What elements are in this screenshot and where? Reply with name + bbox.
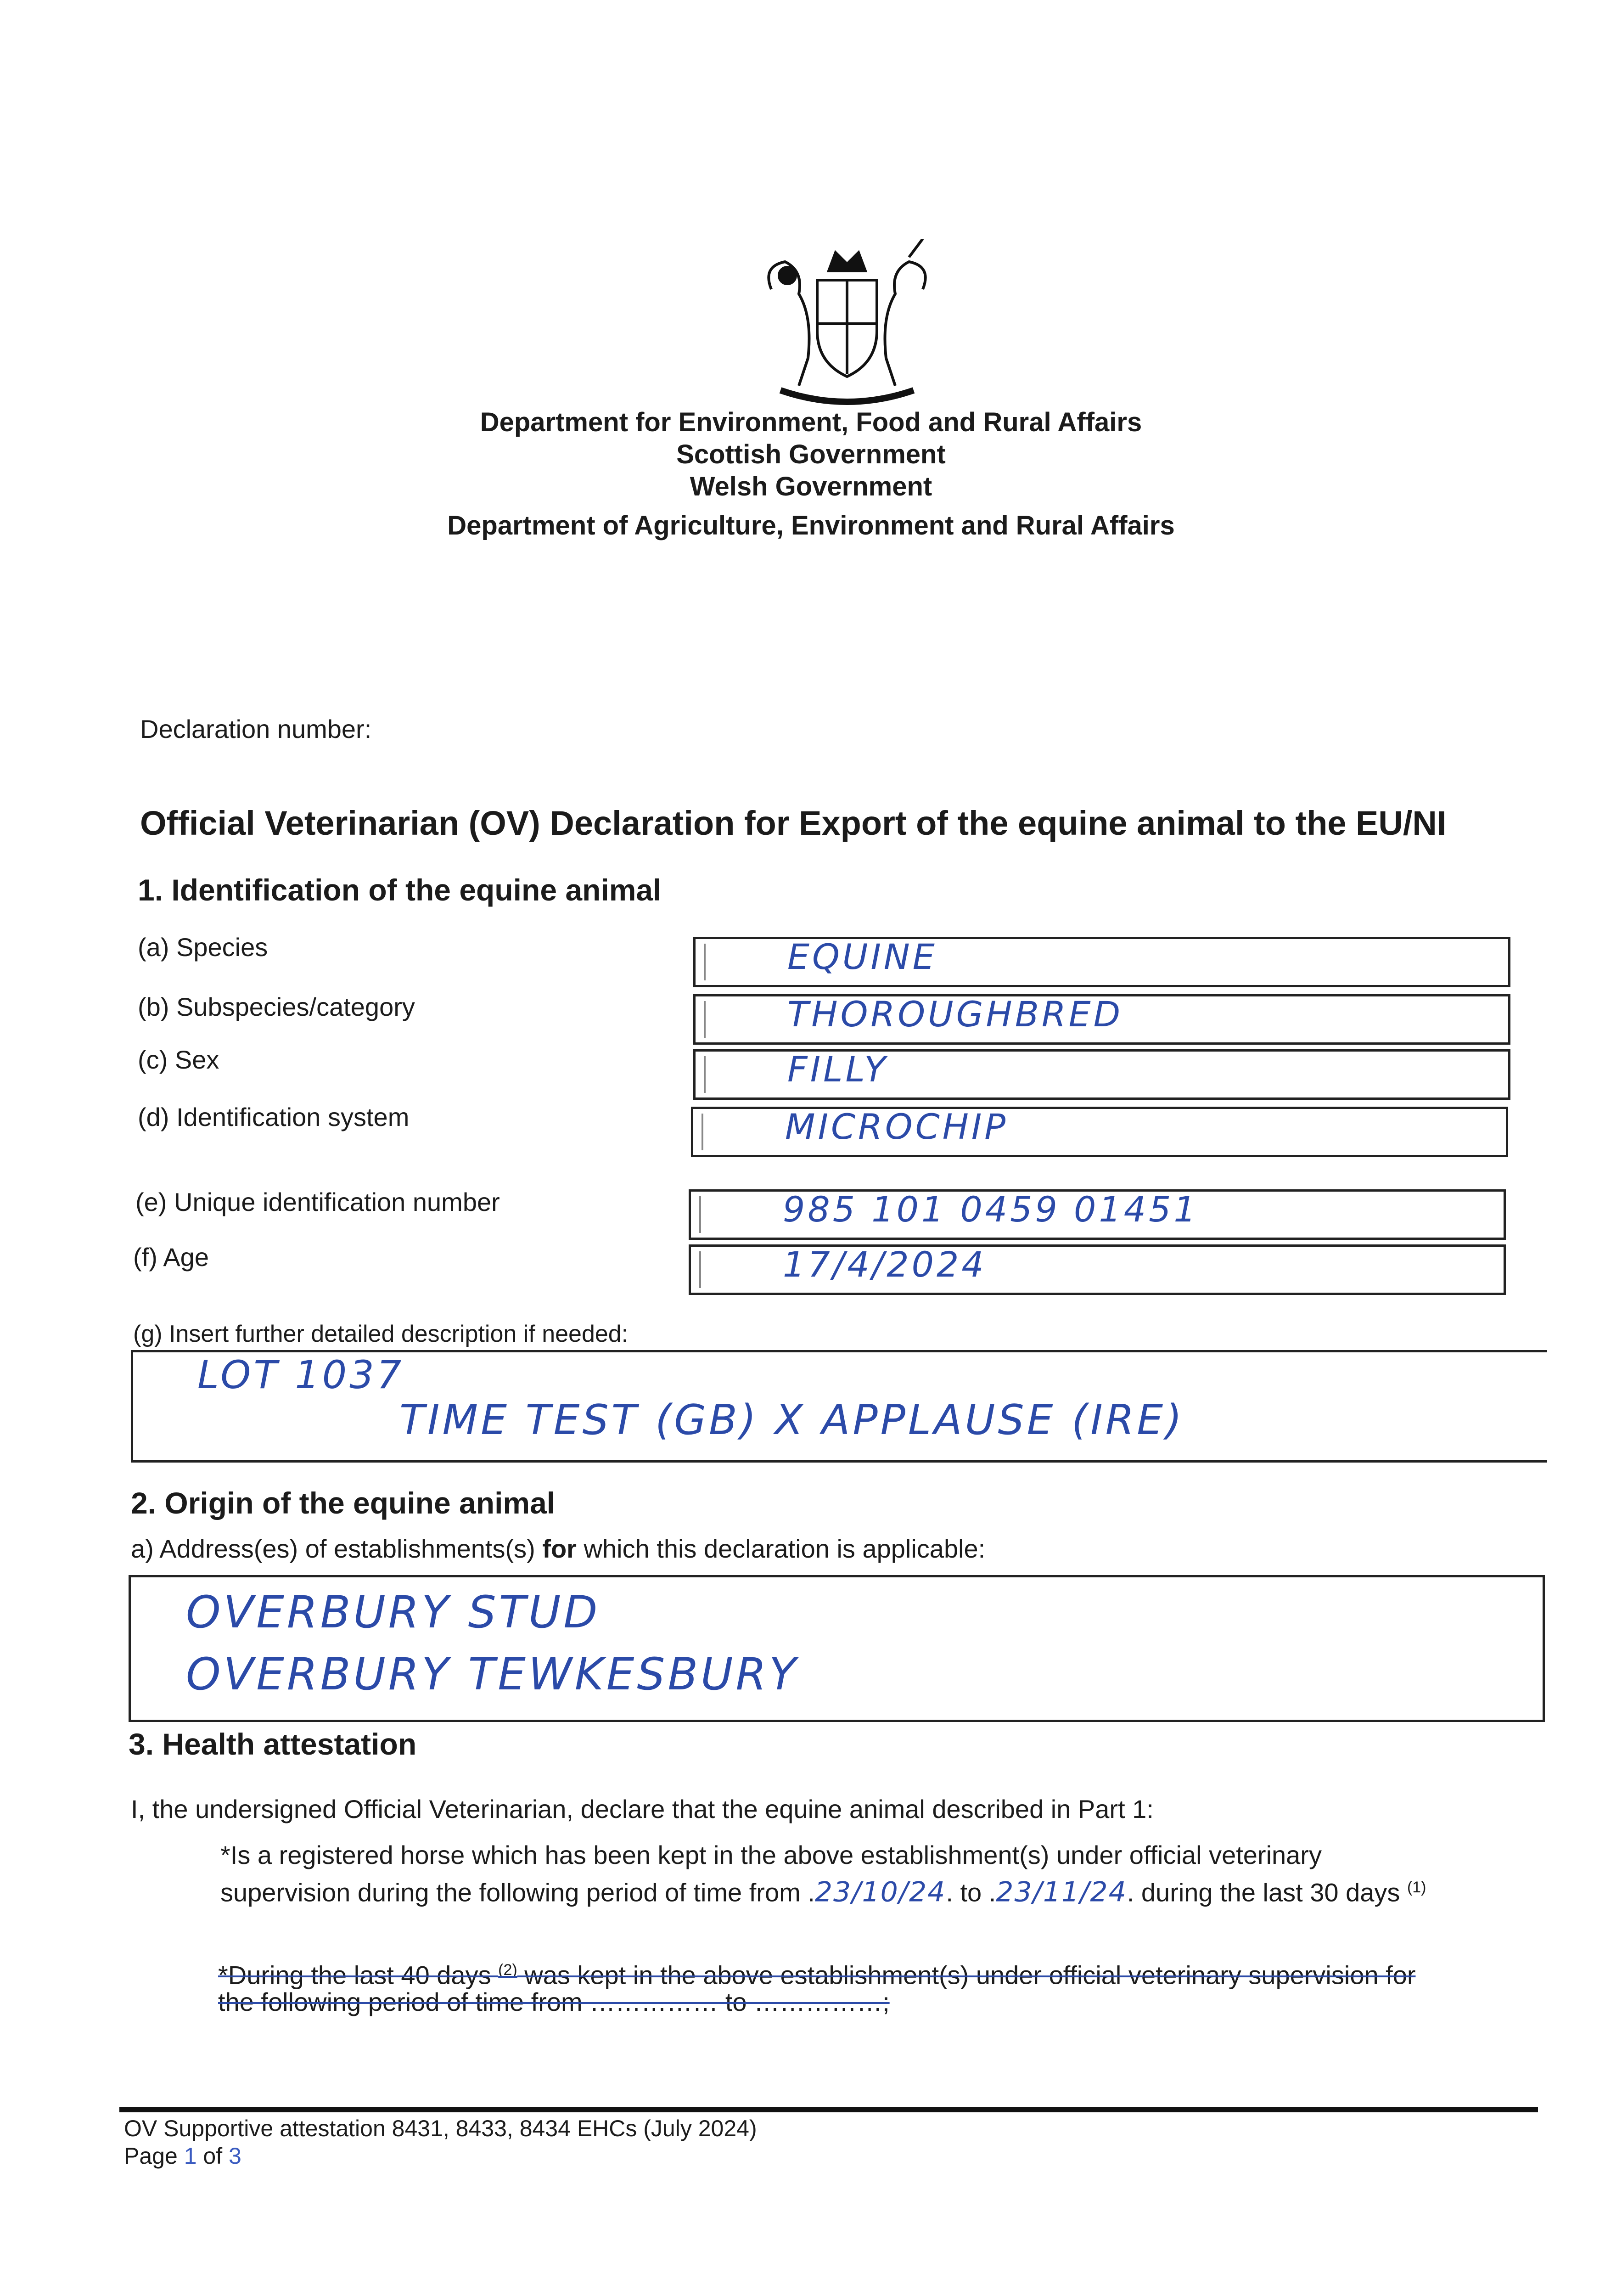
attestation-intro: I, the undersigned Official Veterinarian, declare that the equine animal described in Part 1: [131,1795,1154,1823]
age-field[interactable] [689,1244,1506,1295]
subspecies-field[interactable] [693,994,1510,1045]
description-field[interactable] [131,1350,1547,1463]
sex-value: FILLY [787,1049,888,1090]
page-title: Official Veterinarian (OV) Declaration for Export of the equine animal to the EU/NI [140,804,1447,842]
age-value: 17/4/2024 [783,1244,987,1285]
identification-system-label: (d) Identification system [138,1103,410,1131]
unique-id-value: 985 101 0459 01451 [783,1189,1199,1230]
footer-reference: OV Supportive attestation 8431, 8433, 8434 EHCs (July 2024) [124,2116,757,2141]
supervision-from-date[interactable]: 23/10/24 [814,1876,946,1908]
section2-heading: 2. Origin of the equine animal [131,1486,556,1520]
dept-scottish-government: Scottish Government [676,439,946,469]
description-line-1: LOT 1037 [197,1352,404,1397]
species-field[interactable] [693,937,1510,987]
royal-coat-of-arms-icon [744,239,950,409]
dept-defra: Department for Environment, Food and Rural Affairs [480,407,1142,437]
clause1-line1: *Is a registered horse which has been kept in the above establishment(s) under official veterinary [220,1840,1322,1869]
section1-heading: 1. Identification of the equine animal [138,873,662,907]
footer-divider [119,2107,1538,2112]
address-field[interactable] [129,1575,1545,1722]
description-label: (g) Insert further detailed description if needed: [133,1321,629,1347]
dept-daera: Department of Agriculture, Environment and Rural Affairs [447,511,1175,540]
address-line-2: OVERBURY TEWKESBURY [186,1649,799,1700]
age-label: (f) Age [133,1243,209,1272]
address-line-1: OVERBURY STUD [186,1587,601,1638]
unique-id-label: (e) Unique identification number [135,1187,500,1216]
subspecies-value: THOROUGHBRED [787,994,1123,1035]
identification-system-field[interactable] [691,1107,1508,1157]
address-label: a) Address(es) of establishments(s) for which this declaration is applicable: [131,1534,986,1563]
supervision-to-date[interactable]: 23/11/24 [996,1876,1127,1908]
identification-system-value: MICROCHIP [785,1106,1009,1147]
dept-welsh-government: Welsh Government [690,472,932,501]
declaration-number-label: Declaration number: [140,715,372,743]
subspecies-label: (b) Subspecies/category [138,992,415,1021]
clause1-line2: supervision during the following period of time from .23/10/24. to .23/11/24. during the last 30 days $^{(1)}$ [220,1876,1426,1908]
sex-label: (c) Sex [138,1045,219,1074]
clause2-line1: *During the last 40 days $^{(2)}$ was kept in the above establishment(s) under official veterinary supervision for [218,1960,1416,1990]
section3-heading: 3. Health attestation [129,1727,417,1761]
page-indicator: Page 1 of 3 [124,2143,241,2169]
species-value: EQUINE [787,936,937,977]
clause2-line2: the following period of time from …………… to ……………; [218,1987,890,2016]
description-line-2: TIME TEST (GB) X APPLAUSE (IRE) [399,1396,1185,1444]
unique-id-field[interactable] [689,1189,1506,1240]
sex-field[interactable] [693,1049,1510,1100]
species-label: (a) Species [138,933,268,962]
